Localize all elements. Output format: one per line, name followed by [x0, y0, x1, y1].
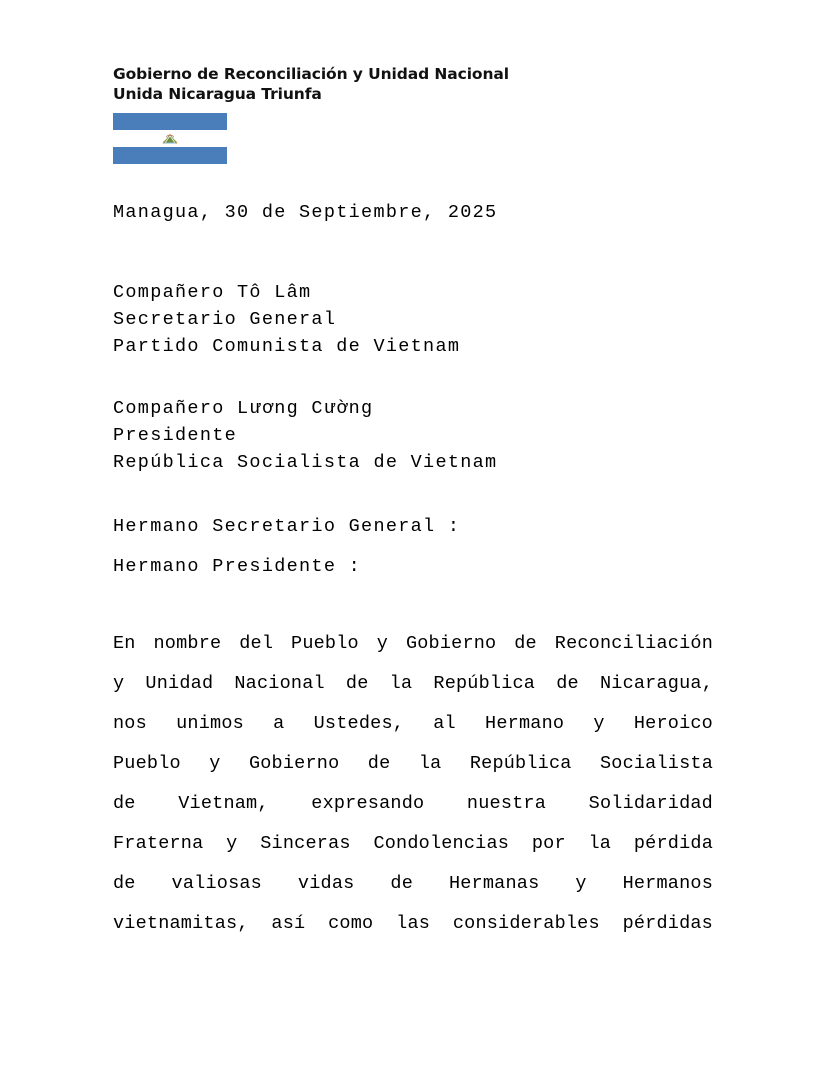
- letterhead: [113, 64, 753, 104]
- addressee-one-organization: Partido Comunista de Vietnam: [113, 336, 461, 357]
- salutation-secretary-general: Hermano Secretario General :: [113, 516, 461, 537]
- body-line: Fraterna y Sinceras Condolencias por la pérdida: [113, 833, 713, 854]
- body-line: Pueblo y Gobierno de la República Socialista: [113, 753, 713, 774]
- nicaragua-flag-icon: [113, 113, 227, 164]
- letterhead-line-1: Gobierno de Reconciliación y Unidad Nacional: [113, 65, 509, 83]
- addressee-block-two: [113, 395, 497, 476]
- body-line: nos unimos a Ustedes, al Hermano y Heroico: [113, 713, 713, 734]
- body-line: En nombre del Pueblo y Gobierno de Reconciliación: [113, 633, 713, 654]
- addressee-two-organization: República Socialista de Vietnam: [113, 452, 498, 473]
- date-line: Managua, 30 de Septiembre, 2025: [113, 202, 498, 223]
- coat-of-arms-icon: [160, 130, 180, 147]
- flag-band-bottom: [113, 147, 227, 164]
- addressee-two-title: Presidente: [113, 425, 238, 446]
- addressee-one-name: Compañero Tô Lâm: [113, 282, 312, 303]
- body-line: de valiosas vidas de Hermanas y Hermanos: [113, 873, 713, 894]
- salutation-two-container: [113, 553, 361, 580]
- flag-band-middle: [113, 130, 227, 147]
- addressee-two-name: Compañero Lương Cường: [113, 398, 374, 419]
- body-line: vietnamitas, así como las considerables pérdidas: [113, 913, 713, 934]
- letterhead-line-2: Unida Nicaragua Triunfa: [113, 85, 322, 103]
- salutation-president: Hermano Presidente :: [113, 556, 362, 577]
- body-line: de Vietnam, expresando nuestra Solidaridad: [113, 793, 713, 814]
- body-line: y Unidad Nacional de la República de Nicaragua,: [113, 673, 713, 694]
- date-line-container: [113, 199, 497, 226]
- flag-band-top: [113, 113, 227, 130]
- addressee-block-one: [113, 279, 460, 360]
- letter-body: [113, 624, 713, 944]
- salutation-one-container: [113, 513, 460, 540]
- addressee-one-title: Secretario General: [113, 309, 337, 330]
